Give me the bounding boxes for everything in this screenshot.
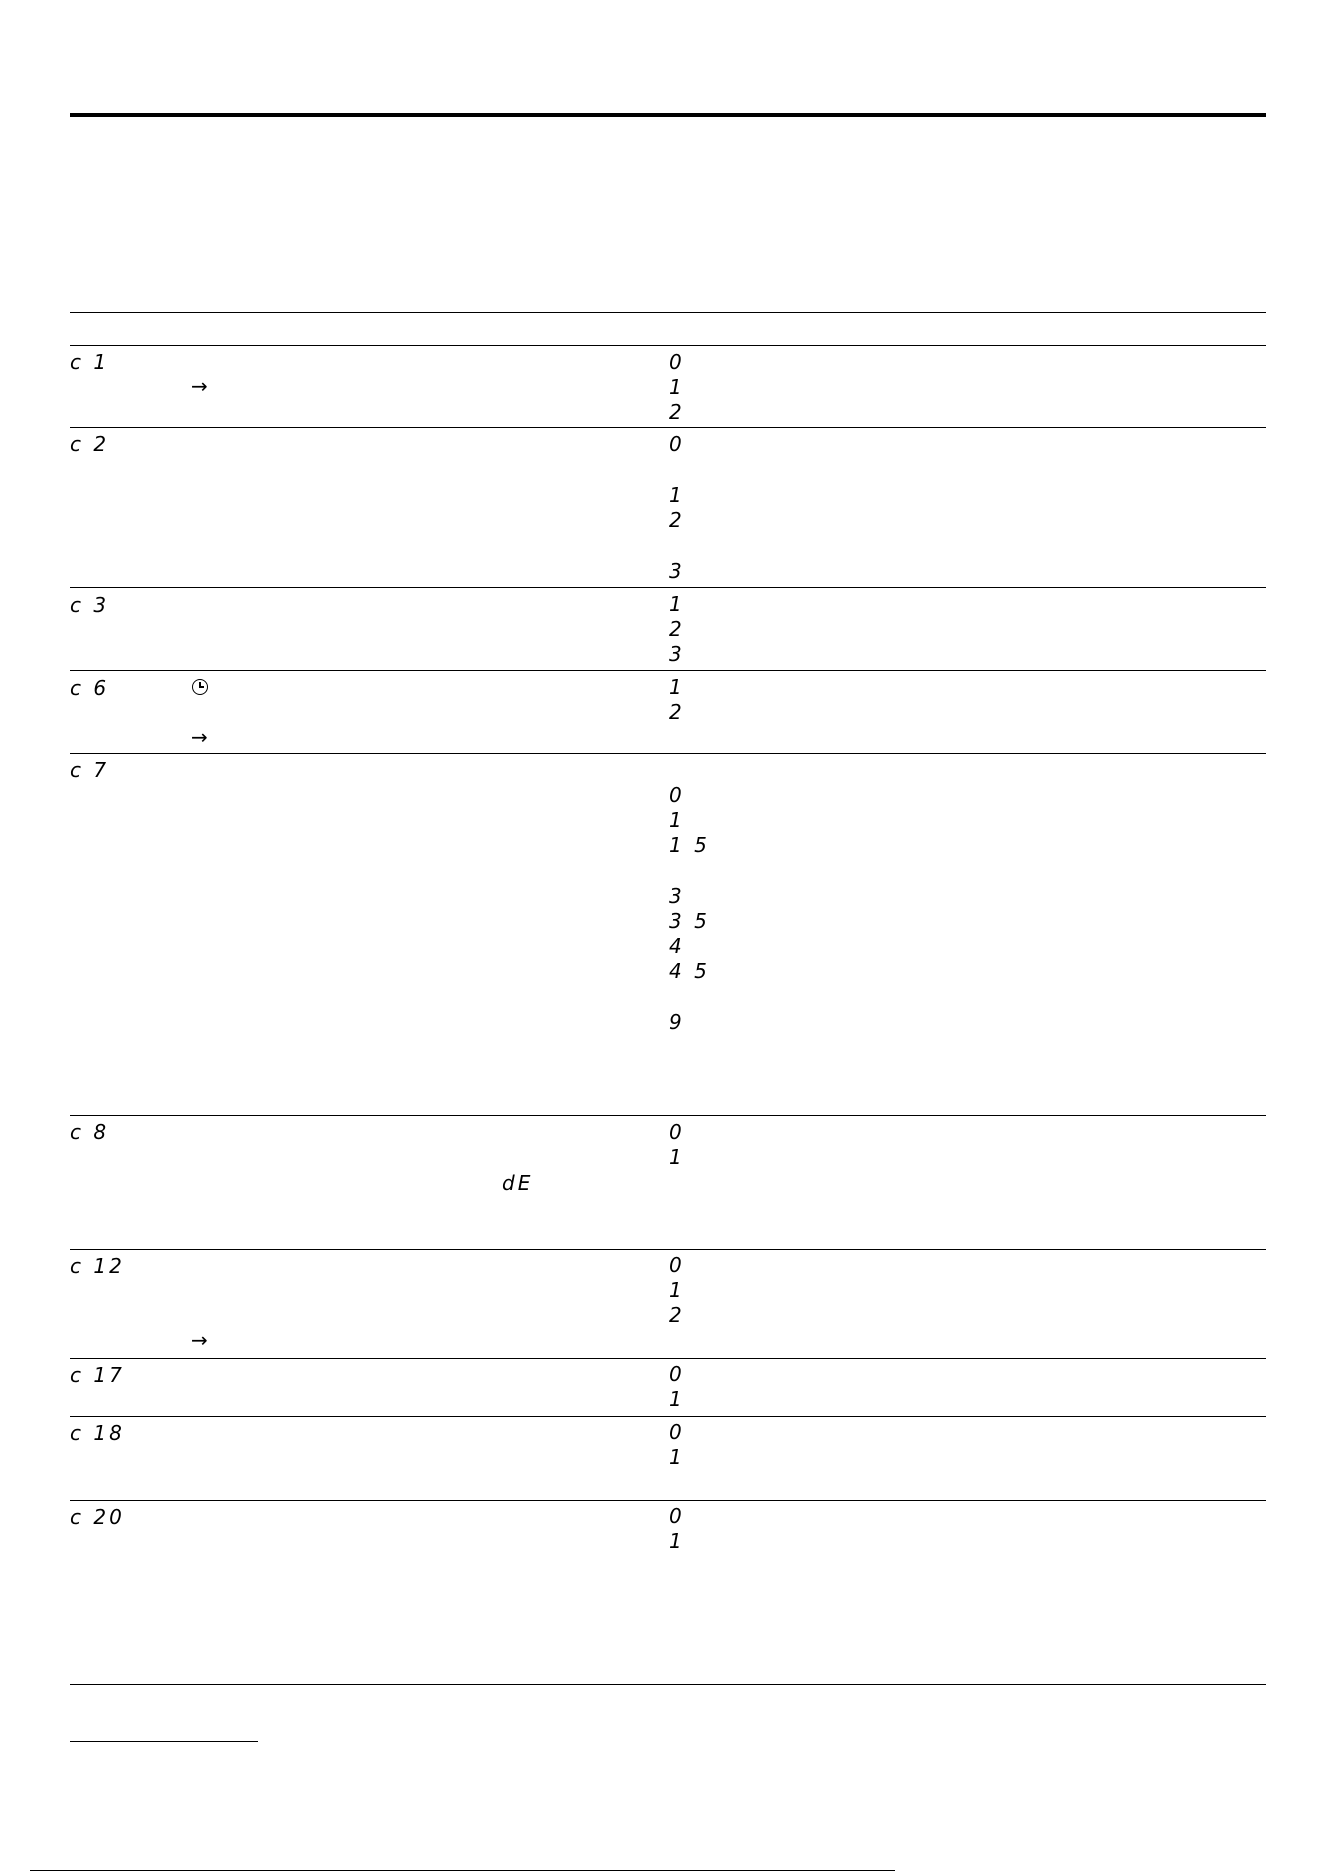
arrow-icon: → [191,374,208,398]
setting-value: 1 [669,808,685,832]
setting-value: 2 [669,700,685,724]
setting-value: 3 5 [669,909,710,933]
setting-value: 3 [669,559,685,583]
setting-code: c 2 [70,432,110,456]
setting-value: 1 [669,1387,685,1411]
setting-value: 0 [669,1120,685,1144]
setting-value: 9 [669,1010,685,1034]
table-header-rule [70,312,1266,313]
setting-value: 3 [669,642,685,666]
setting-value: 1 5 [669,833,710,857]
setting-value: 0 [669,432,685,456]
setting-value: 2 [669,617,685,641]
setting-code: c 20 [70,1505,125,1529]
row-divider [70,587,1266,588]
arrow-icon: → [191,1328,208,1352]
setting-value: 1 [669,1278,685,1302]
page-bottom-rule [30,1870,895,1871]
setting-code: c 12 [70,1254,125,1278]
setting-value: 0 [669,350,685,374]
setting-value: 2 [669,508,685,532]
row-divider [70,1249,1266,1250]
setting-code: c 8 [70,1120,110,1144]
setting-value: 0 [669,1362,685,1386]
setting-value: 2 [669,1303,685,1327]
clock-icon [192,679,208,695]
footnote-rule [70,1741,258,1742]
top-rule [70,113,1266,117]
setting-value: 0 [669,1420,685,1444]
setting-value: 1 [669,592,685,616]
setting-code: c 17 [70,1363,125,1387]
setting-value: 0 [669,1504,685,1528]
setting-value: 1 [669,1145,685,1169]
setting-code: c 3 [70,593,110,617]
setting-value: 1 [669,483,685,507]
row-divider [70,753,1266,754]
setting-value: 4 5 [669,959,710,983]
setting-code: c 18 [70,1421,125,1445]
setting-code: c 7 [70,758,110,782]
setting-value: 3 [669,884,685,908]
row-divider [70,345,1266,346]
setting-code: c 1 [70,350,110,374]
display-code: dE [502,1171,534,1195]
row-divider [70,1416,1266,1417]
setting-value: 1 [669,375,685,399]
setting-value: 4 [669,934,685,958]
setting-value: 0 [669,783,685,807]
setting-value: 0 [669,1253,685,1277]
row-divider [70,1115,1266,1116]
arrow-icon: → [191,725,208,749]
row-divider [70,670,1266,671]
row-divider [70,427,1266,428]
setting-value: 1 [669,1529,685,1553]
row-divider [70,1500,1266,1501]
setting-code: c 6 [70,676,110,700]
setting-value: 1 [669,1445,685,1469]
setting-value: 2 [669,400,685,424]
setting-value: 1 [669,675,685,699]
row-divider [70,1358,1266,1359]
table-bottom-rule [70,1684,1266,1685]
